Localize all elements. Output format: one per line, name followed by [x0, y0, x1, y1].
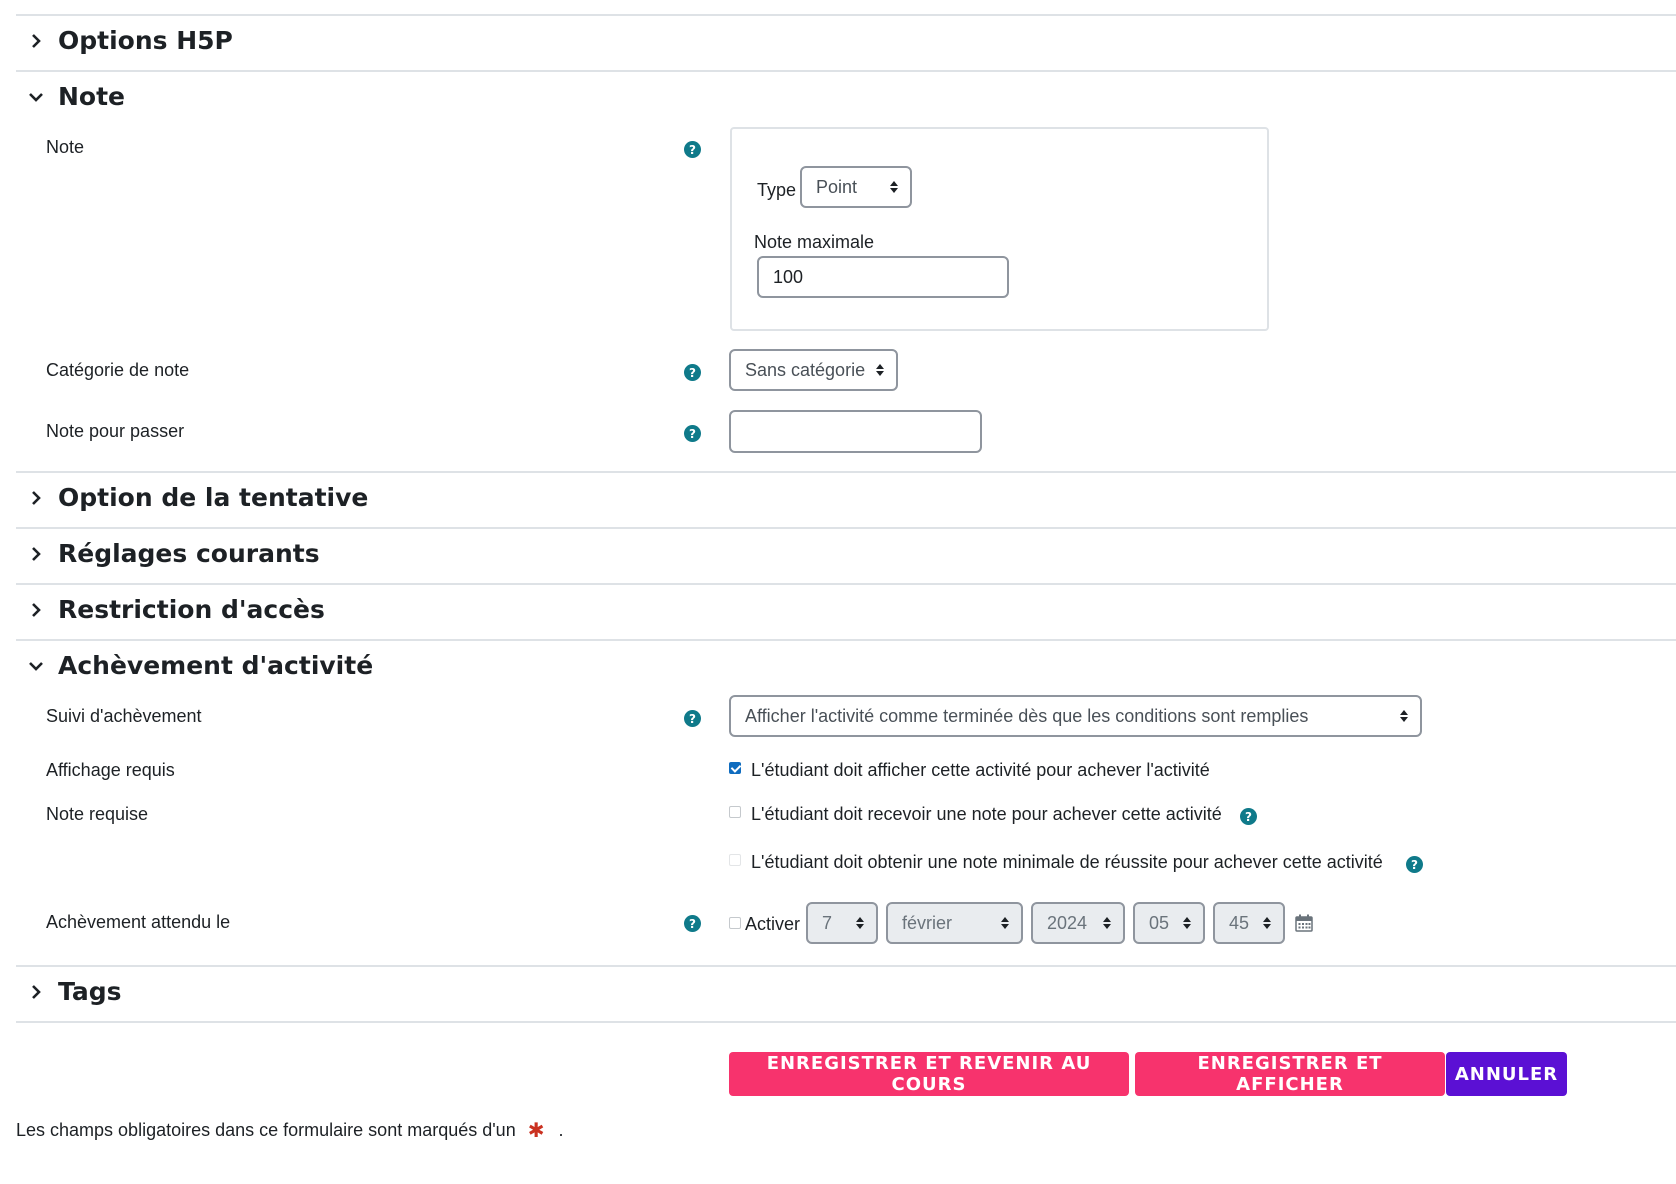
chevron-right-icon: [28, 602, 44, 618]
completion-view-label: Affichage requis: [46, 760, 175, 780]
completion-grade-text: L'étudiant doit recevoir une note pour achever cette activité: [751, 804, 1222, 824]
save-display-button[interactable]: ENREGISTRER ET AFFICHER: [1135, 1052, 1445, 1096]
help-icon[interactable]: ?: [1406, 856, 1423, 873]
grade-pass-label: Note pour passer: [46, 421, 185, 441]
required-note-period: .: [558, 1120, 564, 1140]
completion-view-checkbox[interactable]: [729, 762, 741, 774]
grade-max-label: Note maximale: [754, 232, 875, 252]
calendar-icon[interactable]: [1295, 914, 1313, 932]
chevron-right-icon: [28, 33, 44, 49]
select-arrows-icon: [856, 917, 864, 929]
divider: [16, 1021, 1676, 1023]
grade-type-select[interactable]: [800, 166, 912, 208]
section-title: Réglages courants: [58, 539, 320, 568]
grade-label: Note: [46, 137, 85, 157]
select-arrows-icon: [876, 364, 884, 376]
section-title: Achèvement d'activité: [58, 651, 374, 680]
select-arrows-icon: [1001, 917, 1009, 929]
month-select[interactable]: [886, 902, 1023, 944]
grade-max-input[interactable]: 100: [757, 256, 1009, 298]
completion-pass-checkbox[interactable]: [729, 854, 741, 866]
cancel-button[interactable]: ANNULER: [1446, 1052, 1567, 1096]
required-note-text: Les champs obligatoires dans ce formulaire sont marqués d'un: [16, 1120, 516, 1140]
divider: [16, 527, 1676, 529]
section-title: Tags: [58, 977, 122, 1006]
section-title: Option de la tentative: [58, 483, 369, 512]
completion-expected-enable-label: Activer: [745, 914, 801, 934]
divider: [16, 583, 1676, 585]
completion-grade-label: Note requise: [46, 804, 149, 824]
chevron-right-icon: [28, 546, 44, 562]
select-arrows-icon: [1183, 917, 1191, 929]
section-reglages-courants[interactable]: [28, 539, 320, 568]
chevron-down-icon: [28, 89, 44, 105]
help-icon[interactable]: ?: [684, 915, 701, 932]
day-value: 7: [822, 912, 833, 933]
minute-select[interactable]: [1213, 902, 1285, 944]
month-value: février: [902, 912, 953, 933]
completion-tracking-value: Afficher l'activité comme terminée dès que les conditions sont remplies: [745, 705, 1309, 726]
select-arrows-icon: [1263, 917, 1271, 929]
help-icon[interactable]: ?: [684, 425, 701, 442]
completion-pass-text: L'étudiant doit obtenir une note minimale de réussite pour achever cette activité: [751, 852, 1383, 872]
divider: [16, 965, 1676, 967]
help-icon[interactable]: ?: [684, 364, 701, 381]
section-achevement[interactable]: [28, 651, 373, 680]
completion-expected-label: Achèvement attendu le: [46, 912, 231, 932]
help-icon[interactable]: ?: [1240, 808, 1257, 825]
year-select[interactable]: [1031, 902, 1125, 944]
divider: [16, 14, 1676, 16]
select-arrows-icon: [890, 181, 898, 193]
section-options-h5p[interactable]: [28, 26, 233, 55]
completion-grade-checkbox[interactable]: [729, 806, 741, 818]
chevron-right-icon: [28, 984, 44, 1000]
section-note[interactable]: [28, 82, 125, 111]
divider: [16, 70, 1676, 72]
chevron-right-icon: [28, 490, 44, 506]
select-arrows-icon: [1400, 710, 1408, 722]
completion-tracking-select[interactable]: [729, 695, 1422, 737]
grade-pass-input[interactable]: [729, 410, 982, 453]
grade-fieldset: [730, 127, 1269, 331]
grade-category-value: Sans catégorie: [745, 359, 866, 380]
chevron-down-icon: [28, 658, 44, 674]
minute-value: 45: [1229, 912, 1250, 933]
divider: [16, 471, 1676, 473]
help-icon[interactable]: ?: [684, 141, 701, 158]
section-tags[interactable]: [28, 977, 121, 1006]
section-title: Options H5P: [58, 26, 233, 55]
year-value: 2024: [1047, 912, 1088, 933]
hour-select[interactable]: [1133, 902, 1205, 944]
help-icon[interactable]: ?: [684, 710, 701, 727]
section-title: Restriction d'accès: [58, 595, 325, 624]
grade-type-label: Type: [757, 180, 797, 200]
day-select[interactable]: [806, 902, 878, 944]
divider: [16, 639, 1676, 641]
completion-view-text: L'étudiant doit afficher cette activité pour achever l'activité: [751, 760, 1210, 780]
section-title: Note: [58, 82, 126, 111]
grade-category-select[interactable]: [729, 349, 898, 391]
grade-type-value: Point: [816, 176, 858, 197]
required-fields-note: [16, 1118, 563, 1143]
save-return-button[interactable]: ENREGISTRER ET REVENIR AU COURS: [729, 1052, 1129, 1096]
select-arrows-icon: [1103, 917, 1111, 929]
grade-category-label: Catégorie de note: [46, 360, 190, 380]
hour-value: 05: [1149, 912, 1170, 933]
section-restriction-acces[interactable]: [28, 595, 325, 624]
completion-expected-enable-checkbox[interactable]: [729, 917, 741, 929]
required-icon: ✱: [527, 1120, 545, 1142]
completion-tracking-label: Suivi d'achèvement: [46, 706, 202, 726]
section-option-tentative[interactable]: [28, 483, 368, 512]
